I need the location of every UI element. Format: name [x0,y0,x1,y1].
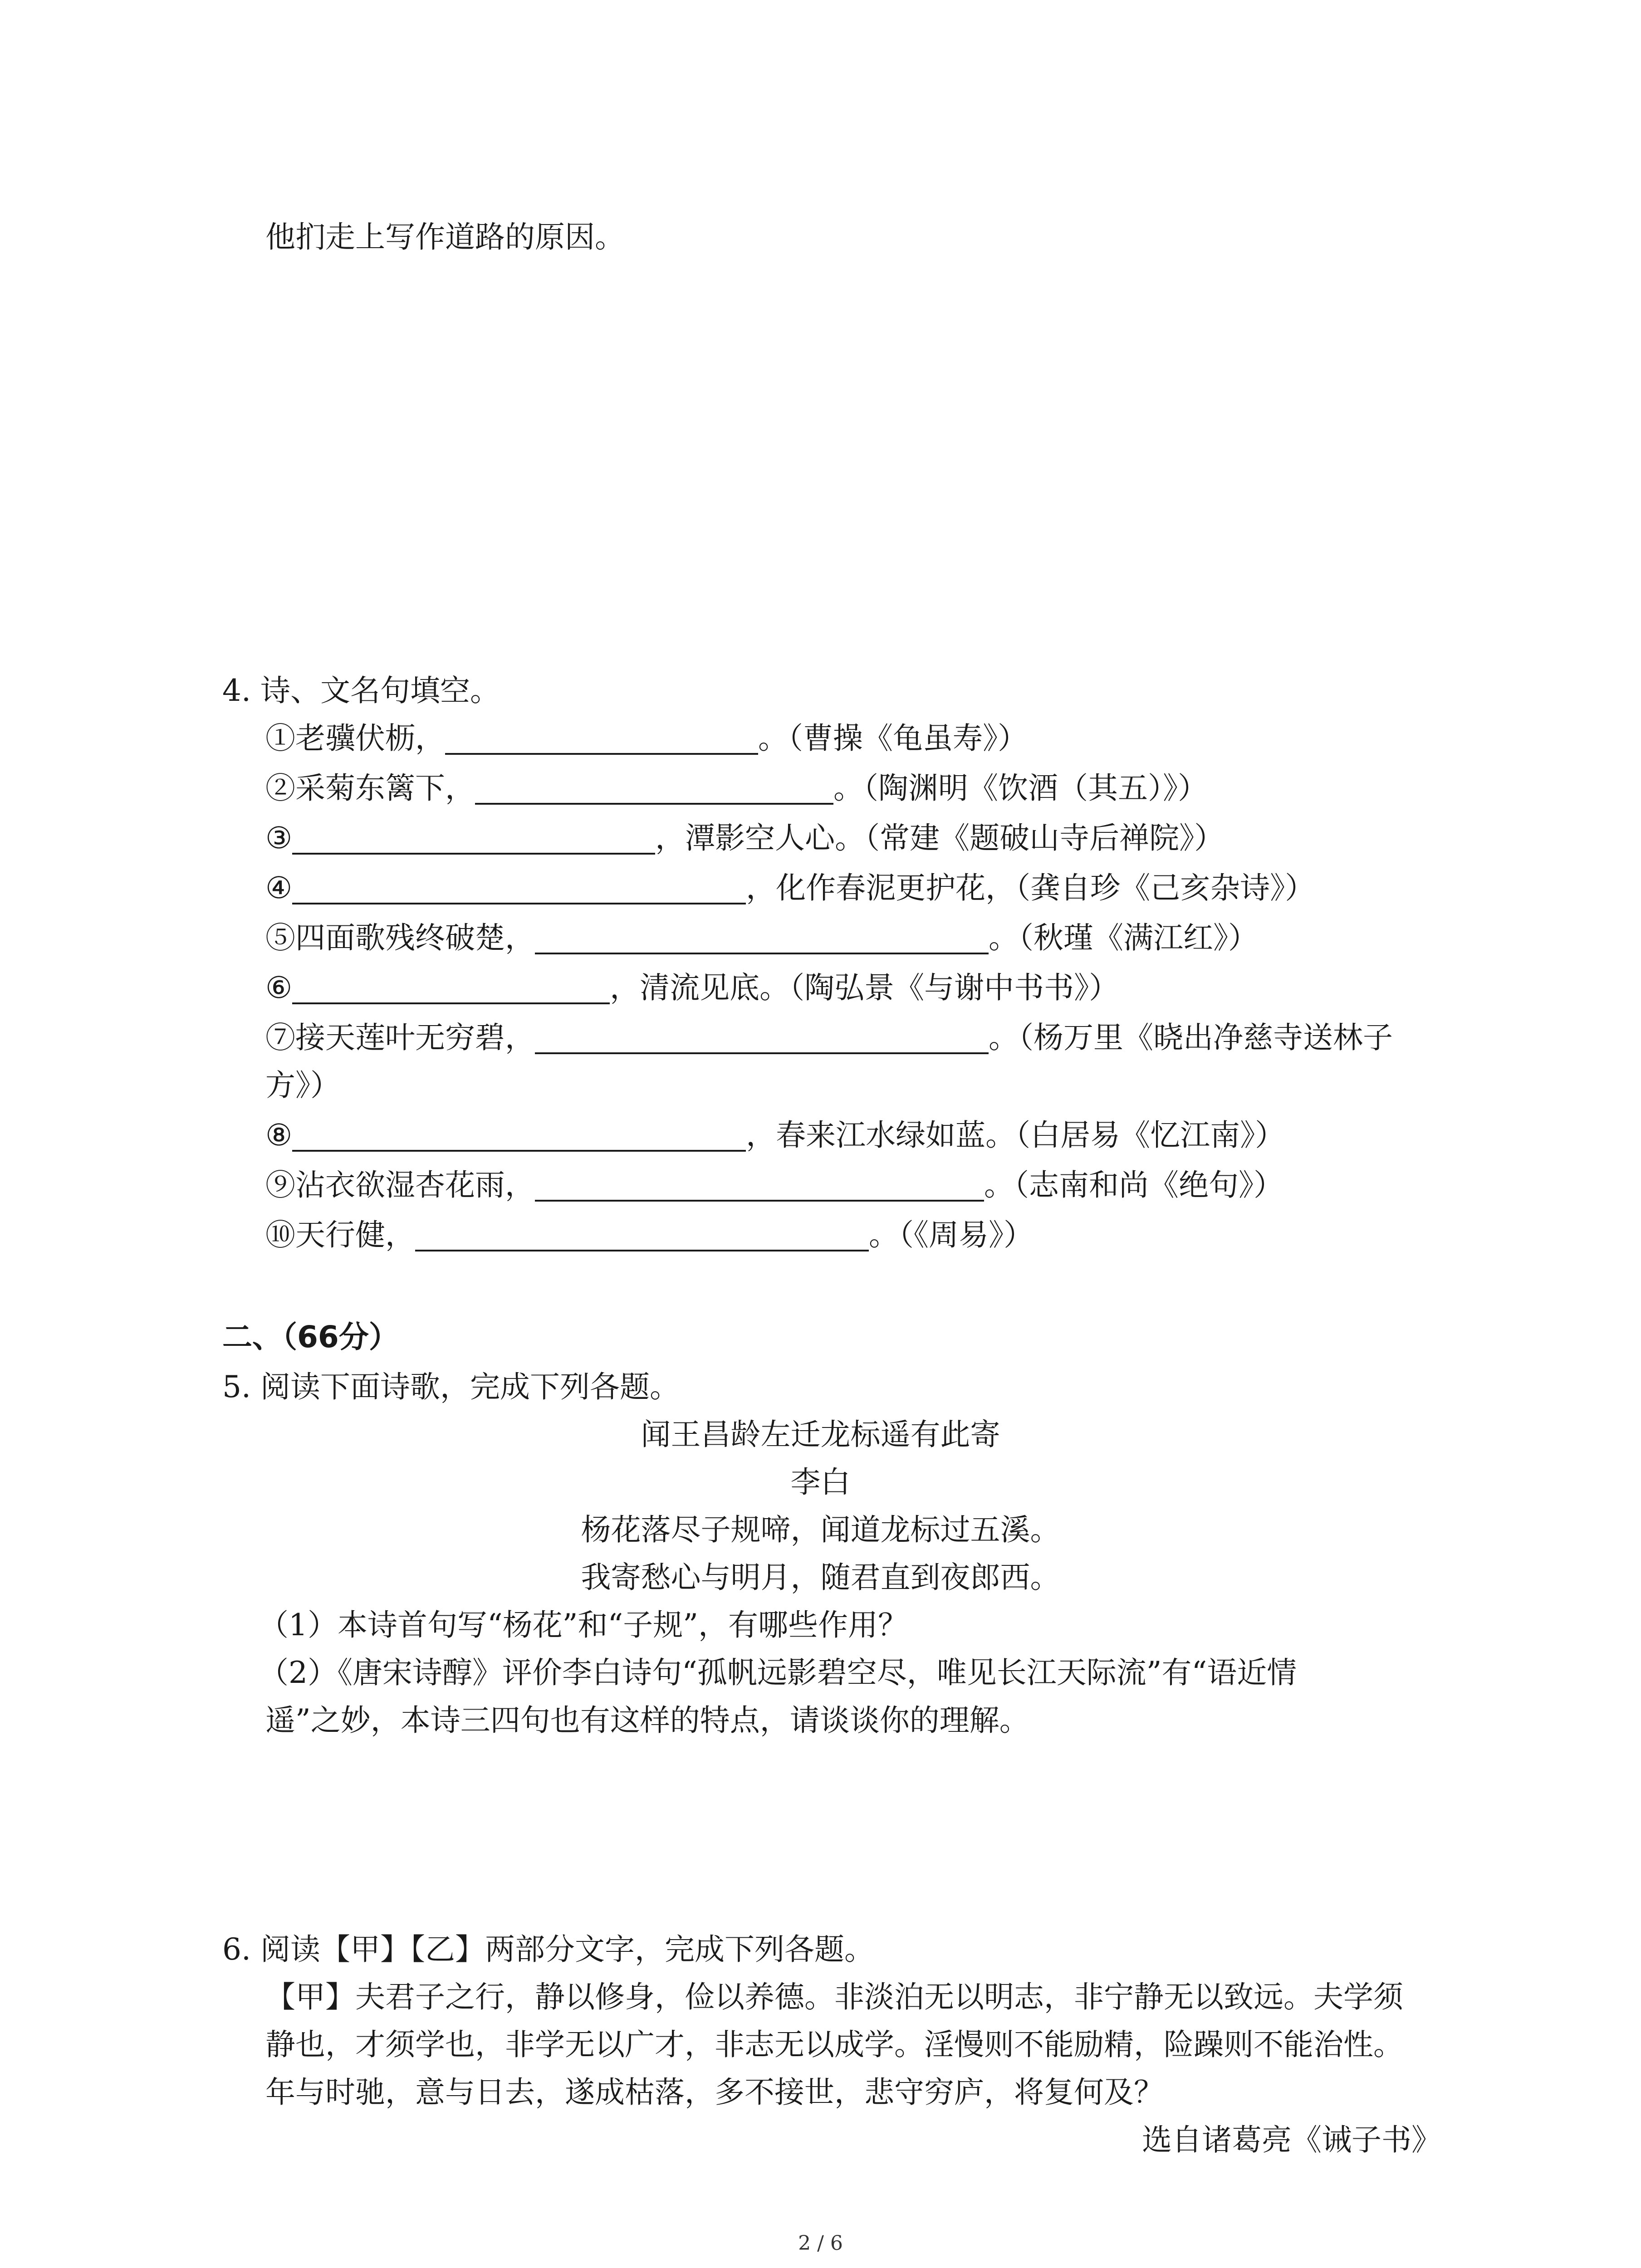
q5-sub2-line1: （2）《唐宋诗醇》评价李白诗句“孤帆远影碧空尽，唯见长江天际流”有“语近情 [259,1655,1297,1690]
q6-title: 6. 阅读【甲】【乙】两部分文字，完成下列各题。 [222,1932,874,1967]
answer-blank[interactable] [535,1173,984,1202]
answer-blank[interactable] [292,975,610,1004]
poem-title: 闻王昌龄左迁龙标遥有此寄 [641,1417,1000,1452]
carryover-line: 他扪走上写作道路的原因。 [265,220,625,254]
q4-item-8: ⑧ ，春来江水绿如蓝。（白居易《忆江南》） [265,1118,1285,1153]
q4-item-2: ②采菊东篱下， 。（陶渊明《饮酒（其五）》） [265,771,1208,806]
answer-blank[interactable] [535,1025,989,1054]
answer-blank[interactable] [475,776,833,805]
answer-blank[interactable] [415,1222,869,1251]
q4-item-7-cont: 方》） [265,1068,340,1103]
q4-item-6: ⑥ ，清流见底。（陶弘景《与谢中书书》） [265,970,1119,1005]
answer-blank[interactable] [445,726,758,755]
q6-source: 选自诸葛亮《诫子书》 [1142,2122,1441,2157]
q6-para-line-1: 【甲】夫君子之行，静以修身，俭以养德。非淡泊无以明志，非宁静无以致远。夫学须 [265,1980,1403,2014]
q4-item-5: ⑤四面歌残终破楚， 。（秋瑾《满江红》） [265,920,1258,955]
answer-blank[interactable] [292,875,746,904]
poem-line-1: 杨花落尽子规啼，闻道龙标过五溪。 [581,1512,1060,1547]
q6-para-line-2: 静也，才须学也，非学无以广才，非志无以成学。淫慢则不能励精，险躁则不能治性。 [265,2027,1403,2062]
q4-item-7: ⑦接天莲叶无穷碧， 。（杨万里《晓出净慈寺送林子 [265,1020,1393,1055]
answer-blank[interactable] [292,826,655,855]
q5-sub2-line2: 遥”之妙，本诗三四句也有这样的特点，请谈谈你的理解。 [265,1703,1029,1738]
q4-item-1: ①老骥伏枥， 。（曹操《龟虽寿》） [265,721,1028,756]
page-number: 2 / 6 [798,2232,843,2255]
q4-item-4: ④ ，化作春泥更护花，（龚自珍《己亥杂诗》） [265,870,1315,905]
q4-item-10: ⑩天行健， 。（《周易》） [265,1217,1034,1252]
answer-blank[interactable] [292,1123,746,1152]
q4-item-9: ⑨沾衣欲湿杏花雨， 。（志南和尚《绝句》） [265,1168,1283,1202]
answer-blank[interactable] [535,925,989,954]
poem-author: 李白 [790,1465,851,1500]
section-title: 二、（66分） [222,1320,399,1354]
q5-sub1: （1）本诗首句写“杨花”和“子规”，有哪些作用？ [259,1608,908,1642]
q5-title: 5. 阅读下面诗歌，完成下列各题。 [222,1369,680,1404]
q4-title: 4. 诗、文名句填空。 [222,673,500,708]
poem-line-2: 我寄愁心与明月，随君直到夜郎西。 [581,1560,1060,1595]
q4-item-3: ③ ，潭影空人心。（常建《题破山寺后禅院》） [265,821,1225,855]
q6-para-line-3: 年与时驰，意与日去，遂成枯落，多不接世，悲守穷庐，将复何及？ [265,2075,1164,2110]
